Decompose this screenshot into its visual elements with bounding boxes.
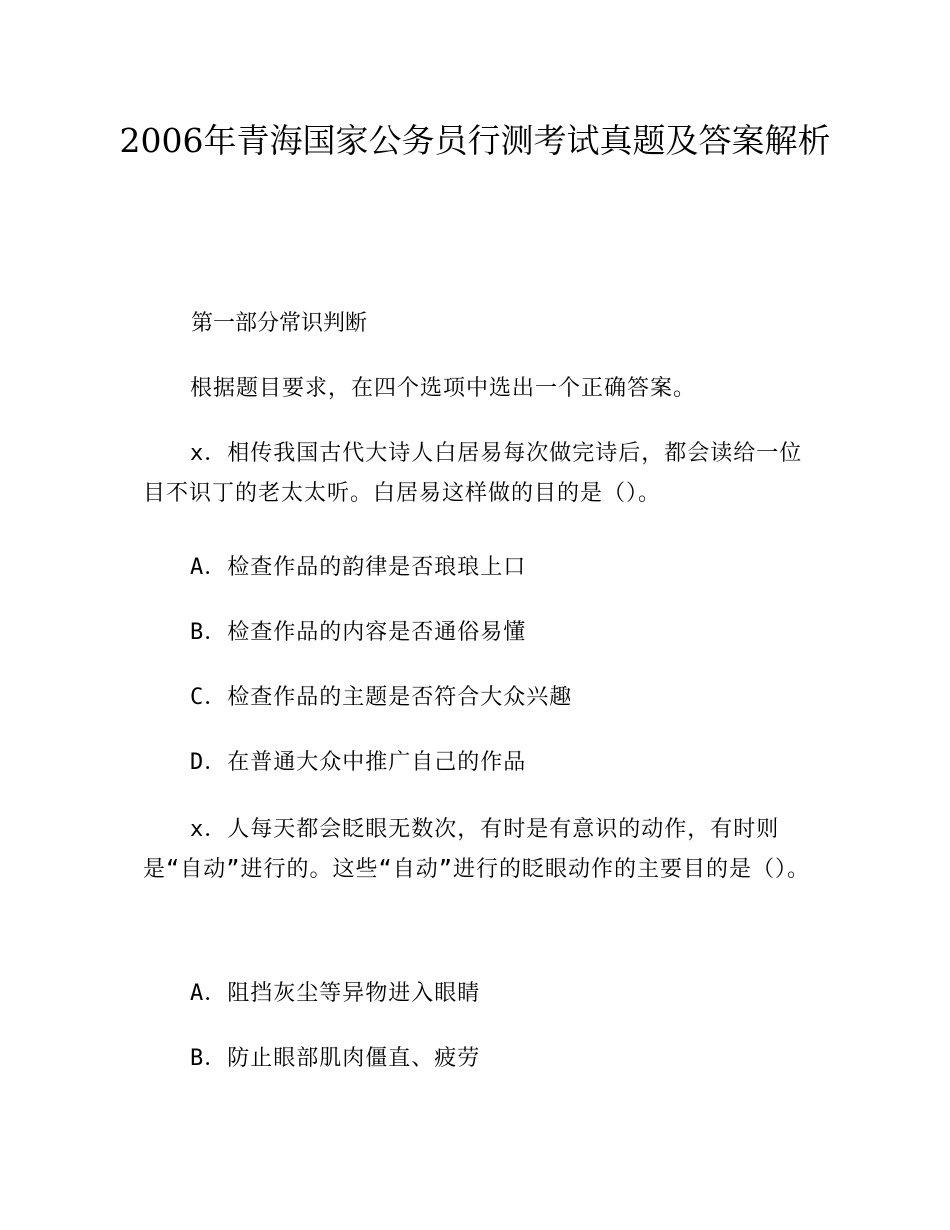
question-1-option-c: C．检查作品的主题是否符合大众兴趣 (190, 685, 573, 710)
question-1-option-b: B．检查作品的内容是否通俗易懂 (190, 620, 527, 645)
section-heading: 第一部分常识判断 (191, 311, 368, 336)
question-2-option-b: B．防止眼部肌肉僵直、疲劳 (190, 1046, 481, 1071)
question-2-stem: x．人每天都会眨眼无数次，有时是有意识的动作，有时则是“自动”进行的。这些“自动”进行的眨眼动作的主要目的是（）。 (143, 817, 810, 882)
document-title: 2006年青海国家公务员行测考试真题及答案解析 (119, 121, 831, 160)
question-2-option-a: A．阻挡灰尘等异物进入眼睛 (190, 981, 481, 1006)
instruction-text: 根据题目要求，在四个选项中选出一个正确答案。 (190, 376, 697, 401)
question-1-option-a: A．检查作品的韵律是否琅琅上口 (190, 555, 527, 580)
question-1-stem: x．相传我国古代大诗人白居易每次做完诗后，都会读给一位目不识丁的老太太听。白居易这样做的目的是（）。 (143, 441, 803, 506)
question-1-option-d: D．在普通大众中推广自己的作品 (190, 750, 527, 775)
